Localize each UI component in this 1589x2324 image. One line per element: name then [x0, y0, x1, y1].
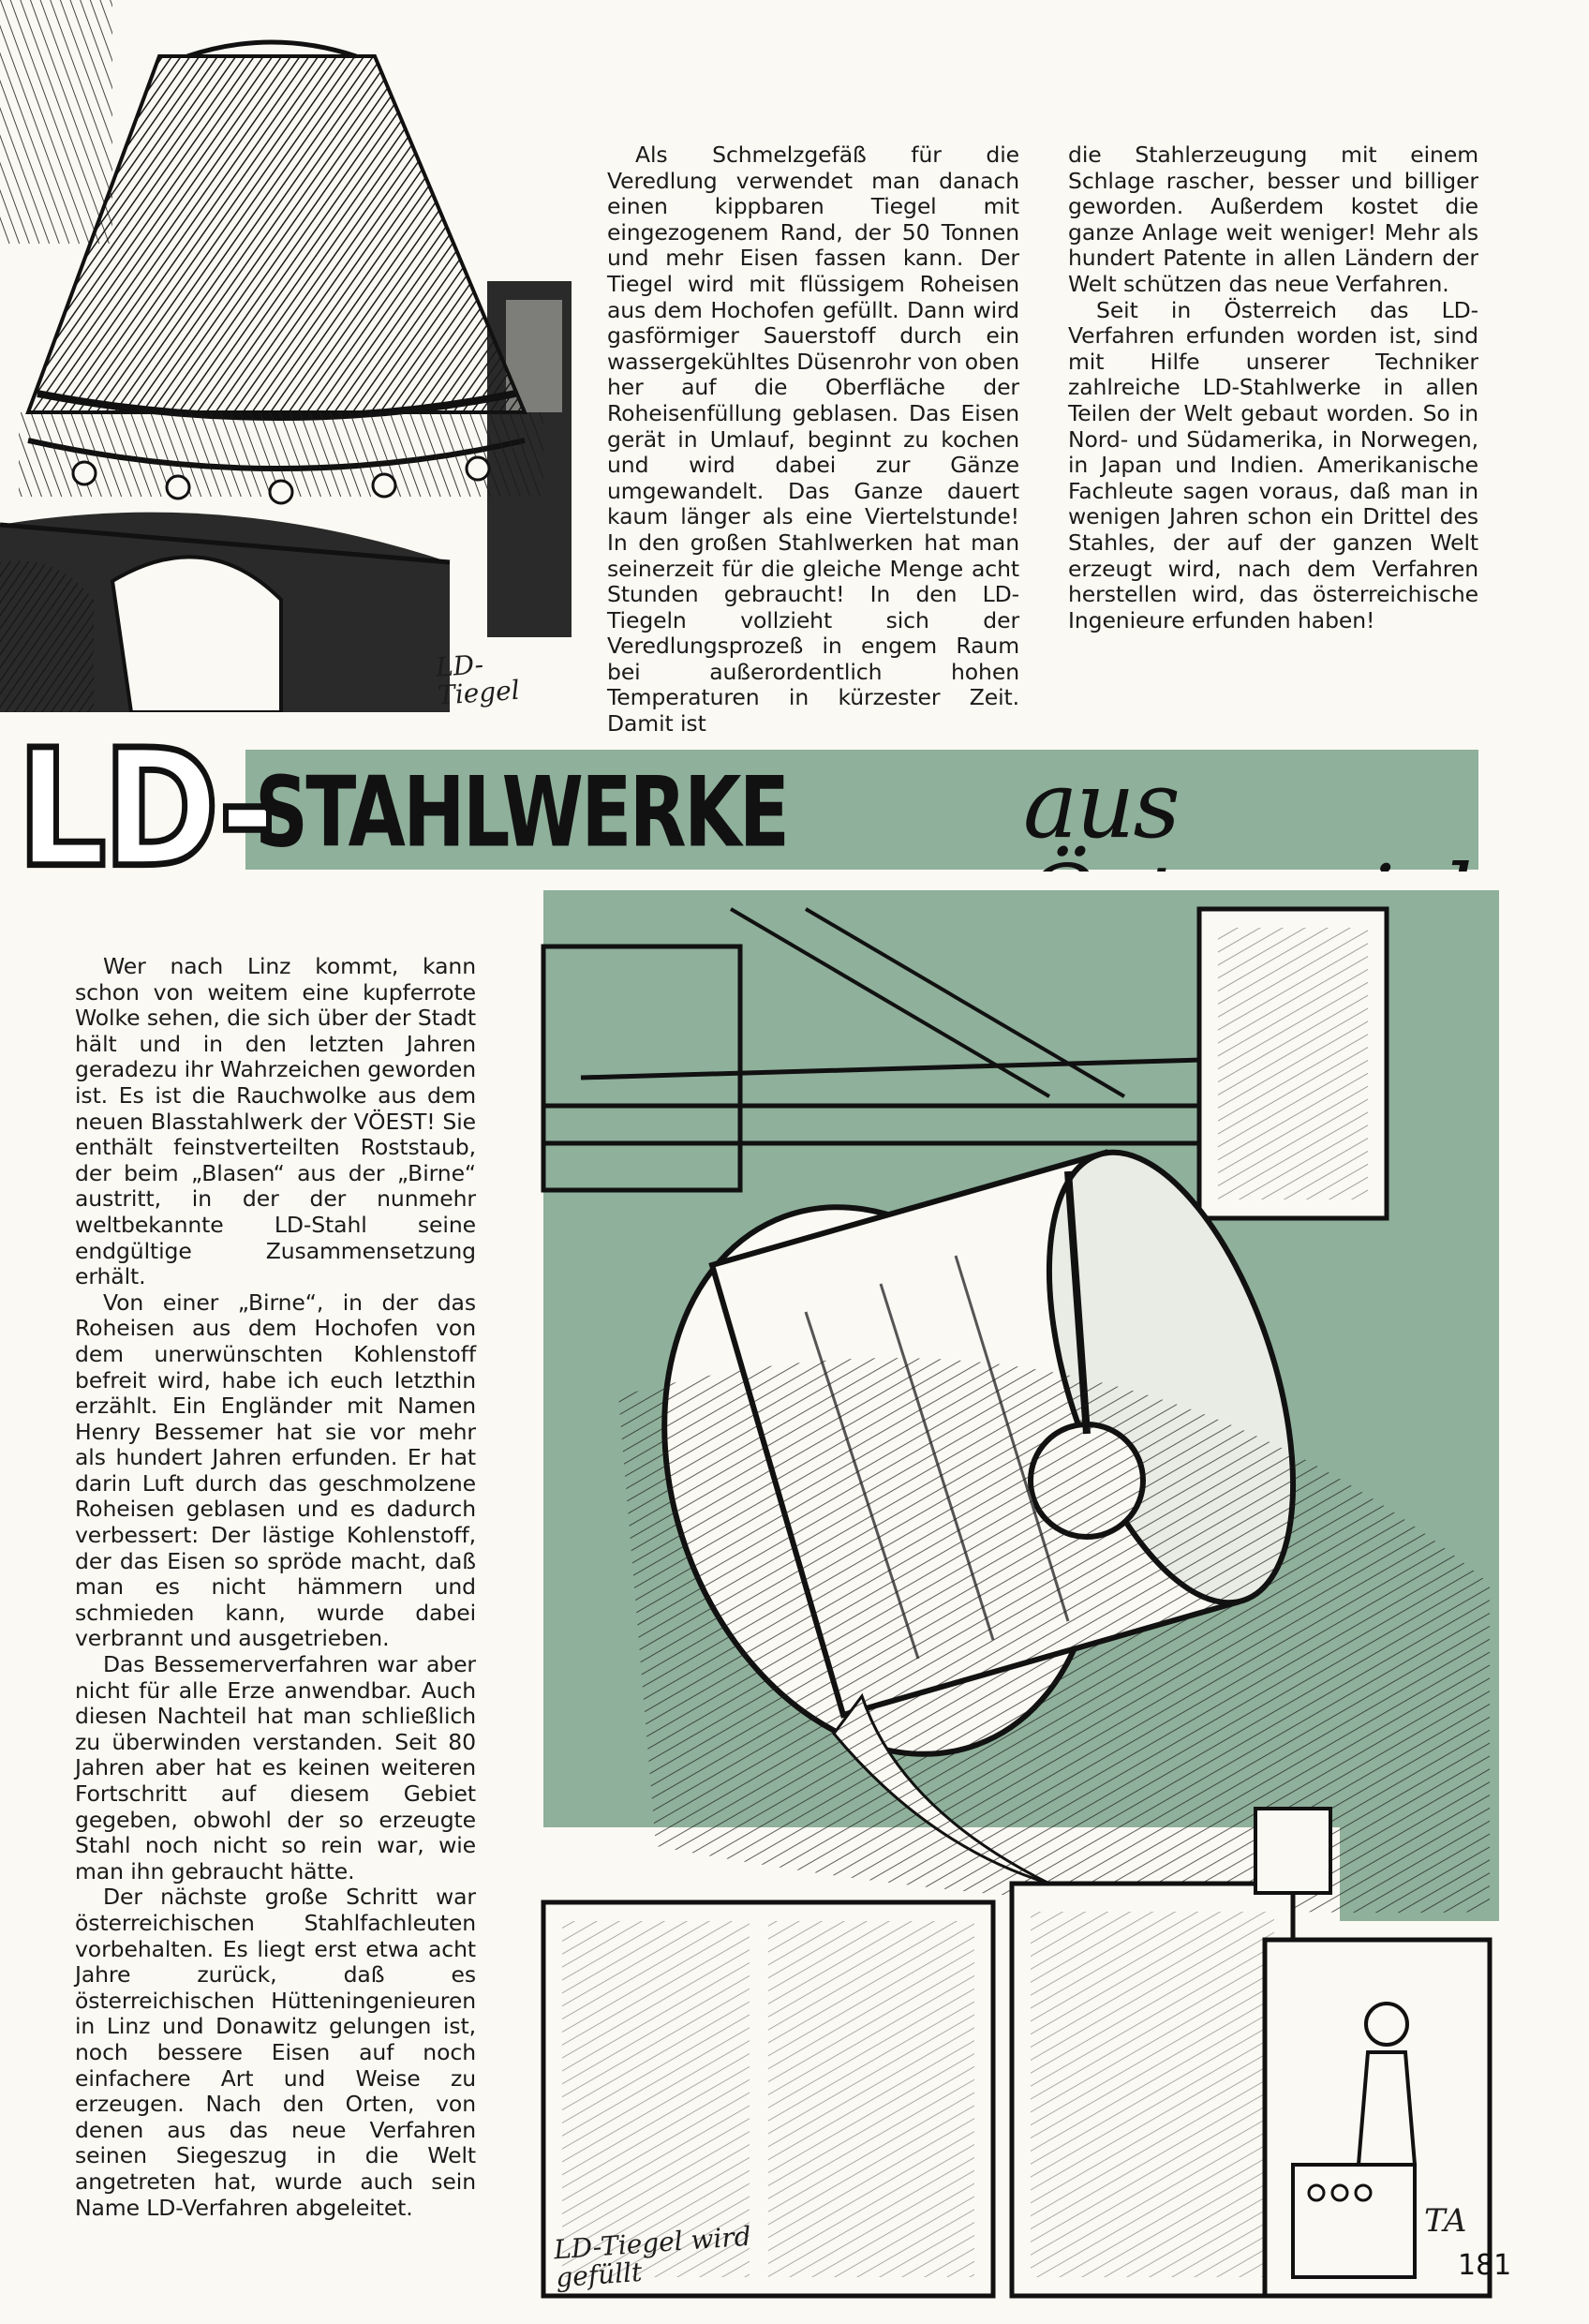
caption-ld-tiegel-wird-gefuellt: LD-Tiegel wird gefüllt [553, 2220, 752, 2294]
caption-ld-tiegel: LD-Tiegel [434, 648, 521, 711]
artist-signature: TA [1424, 2202, 1467, 2240]
title-main: STAHLWERKE [255, 756, 788, 870]
paragraph: Seit in Österreich das LD-Verfahren erfunden worden ist, sind mit Hilfe unserer Techniker zahlreiche LD-Stahlwerke in allen Teilen der Welt gebaut worden. So in Nord- und Südamerika, in Norwegen, in Japan und Indien. Amerikanische Fachleute sagen voraus, daß man in wenigen Jahren schon ein Drittel des Stahles, der auf der ganzen Welt erzeugt wird, nach dem Verfahren herstellen wird, das österreichische Ingenieure erfunden haben! [1068, 296, 1478, 633]
text-column-left [75, 954, 476, 2221]
paragraph: Von einer „Birne“, in der das Roheisen aus dem Hochofen von dem unerwünschten Kohlenstoff befreit wird, habe ich euch letzthin erzählt. Ein Engländer mit Namen Henry Bessemer hat sie vor mehr als hundert Jahren erfunden. Er hat darin Luft durch das geschmolzene Roheisen geblasen und es dadurch verbessert: Der lästige Kohlenstoff, der das Eisen so spröde macht, daß man es nicht hämmern und schmieden kann, wurde dabei verbrannt und ausgetrieben. [75, 1289, 476, 1652]
text-column-top-right [1068, 142, 1478, 633]
illustration-ld-crucible [0, 0, 572, 712]
paragraph: die Stahlerzeugung mit einem Schlage rascher, besser und billiger geworden. Außerdem kostet die ganze Anlage weit weniger! Mehr als hundert Patente in allen Ländern der Welt schützen das neue Verfahren. [1068, 142, 1478, 297]
paragraph: Der nächste große Schritt war österreichischen Stahlfachleuten vorbehalten. Es liegt erst etwa acht Jahre zurück, daß es österreichischen Hütteningenieuren in Linz und Donawitz gelungen ist, noch bessere Eisen auf noch einfachere Art und Weise zu erzeugen. Nach den Orten, von denen aus das neue Verfahren seinen Siegeszug in die Welt angetreten hat, wurde auch sein Name LD-Verfahren abgeleitet. [75, 1884, 476, 2221]
crucible-filling-drawing [525, 872, 1508, 2305]
paragraph: Als Schmelzgefäß für die Veredlung verwendet man danach einen kippbaren Tiegel mit eingezogenem Rand, der 50 Tonnen und mehr Eisen fassen kann. Der Tiegel wird mit flüssigem Roheisen aus dem Hochofen gefüllt. Dann wird gasförmiger Sauerstoff durch ein wassergekühltes Düsenrohr von oben her auf die Oberfläche der Roheisenfüllung geblasen. Das Eisen gerät in Umlauf, beginnt zu kochen und wird dabei zur Gänze umgewandelt. Das Ganze dauert kaum länger als eine Viertelstunde! In den großen Stahlwerken hat man seinerzeit für die gleiche Menge acht Stunden gebraucht! In den LD-Tiegeln vollzieht sich der Veredlungsprozeß in engem Raum bei außerordentlich hohen Temperaturen in kürzester Zeit. Damit ist [607, 142, 1019, 737]
paragraph: Wer nach Linz kommt, kann schon von weitem eine kupferrote Wolke sehen, die sich über der Stadt hält und in den letzten Jahren geradezu ihr Wahrzeichen geworden ist. Es ist die Rauchwolke aus dem neuen Blasstahlwerk der VÖEST! Sie enthält feinstverteilten Roststaub, der beim „Blasen“ aus der „Birne“ austritt, in der der nunmehr weltbekannte LD-Stahl seine endgültige Zusammensetzung erhält. [75, 953, 476, 1290]
title-script: aus [1023, 752, 1179, 859]
illustration-ld-crucible-filled [525, 872, 1508, 2305]
page-number: 181 [1458, 2249, 1512, 2282]
crucible-drawing [0, 0, 572, 712]
paragraph: Das Bessemerverfahren war aber nicht für alle Erze anwendbar. Auch diesen Nachteil hat man schließlich zu überwinden verstanden. Seit 80 Jahren aber hat es keinen weiteren Fortschritt auf diesem Gebiet gegeben, obwohl der so erzeugte Stahl noch nicht so rein war, wie man ihn gebraucht hätte. [75, 1651, 476, 1885]
text-column-top-left [607, 142, 1019, 737]
title-prefix: LD- [17, 715, 274, 904]
